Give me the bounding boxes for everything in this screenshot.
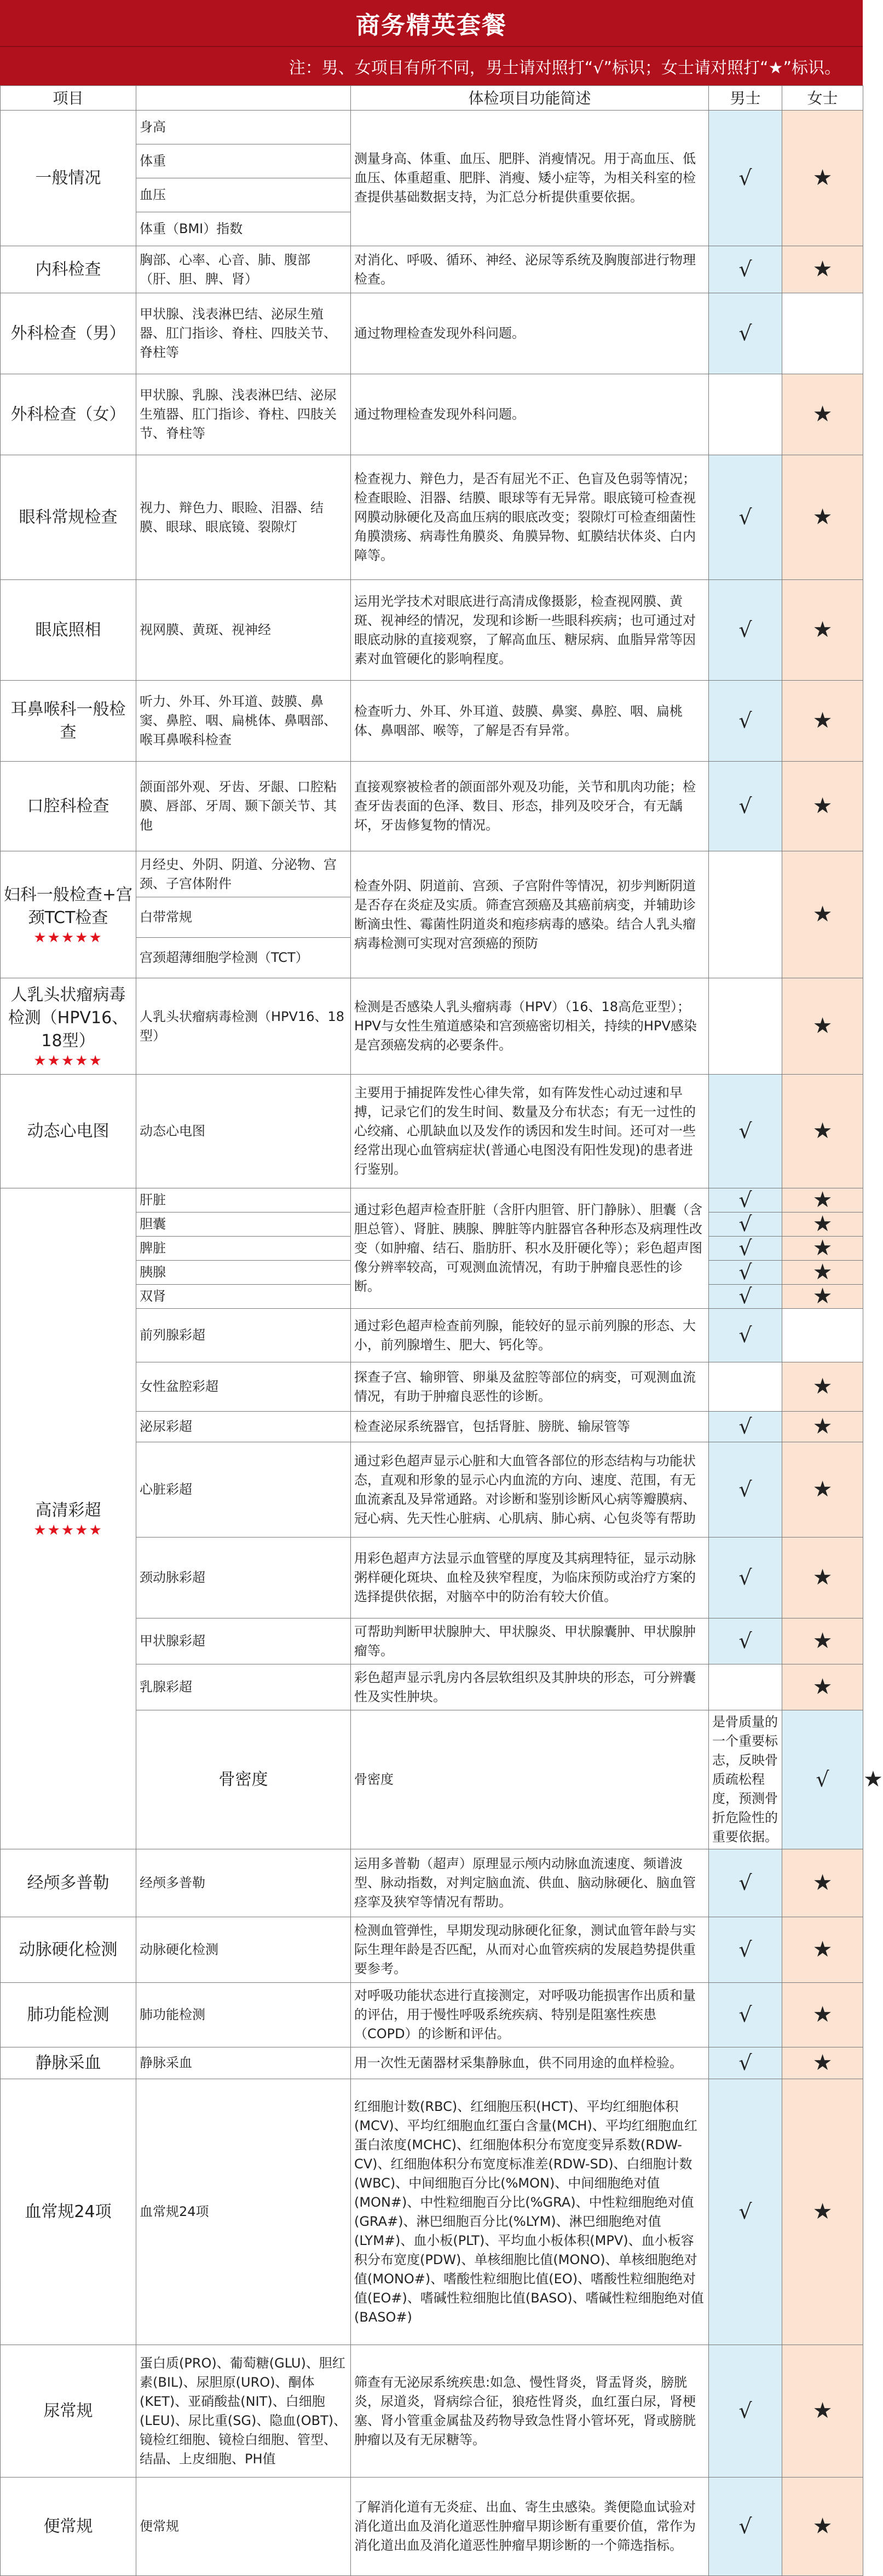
male-check-mark [709, 1362, 782, 1412]
description-cell: 筛查有无泌尿系统疾患:如急、慢性肾炎，肾盂肾炎，膀胱炎，尿道炎，肾病综合征，狼疮性肾炎，血红蛋白尿，肾梗塞、肾小管重金属盐及药物导致急性肾小管坏死，肾或膀胱肿瘤以及有无尿糖等。 [351, 2345, 709, 2478]
male-check-mark: √ [709, 2079, 782, 2345]
male-check-mark: √ [709, 2345, 782, 2478]
sub-item: 动态心电图 [136, 1075, 351, 1188]
description-cell: 通过物理检查发现外科问题。 [351, 374, 709, 455]
male-check-mark: √ [709, 2478, 782, 2576]
male-check-mark: √ [709, 455, 782, 580]
male-check-mark: √ [709, 1237, 782, 1261]
sub-item: 月经史、外阴、阴道、分泌物、宫颈、子宫体附件 [136, 851, 351, 897]
female-star-mark: ★ [782, 851, 863, 978]
category-cell: 骨密度 [136, 1710, 351, 1849]
description-cell: 对呼吸功能状态进行直接测定，对呼吸功能损害作出质和量的评估，用于慢性呼吸系统疾病、特别是阻塞性疾患（COPD）的诊断和评估。 [351, 1983, 709, 2047]
sub-item: 体重（BMI）指数 [136, 212, 351, 246]
table-row [1, 1983, 863, 2047]
female-star-mark: ★ [782, 1664, 863, 1710]
sub-item: 视网膜、黄斑、视神经 [136, 580, 351, 681]
female-star-mark: ★ [782, 2079, 863, 2345]
header-item: 项目 [1, 86, 136, 111]
female-star-mark: ★ [782, 2345, 863, 2478]
male-check-mark: √ [709, 1618, 782, 1664]
description-cell: 可帮助判断甲状腺肿大、甲状腺炎、甲状腺囊肿、甲状腺肿瘤等。 [351, 1618, 709, 1664]
category-cell: 肺功能检测 [1, 1983, 136, 2047]
category-cell: 经颅多普勒 [1, 1849, 136, 1917]
female-star-mark: ★ [782, 978, 863, 1075]
sub-item: 双肾 [136, 1285, 351, 1309]
male-check-mark: √ [709, 762, 782, 851]
sub-item: 人乳头状瘤病毒检测（HPV16、18型） [136, 978, 351, 1075]
category-cell: 便常规 [1, 2478, 136, 2576]
female-star-mark: ★ [782, 1618, 863, 1664]
male-check-mark: √ [709, 1983, 782, 2047]
description-cell: 检查视力、辩色力，是否有屈光不正、色盲及色弱等情况；检查眼睑、泪器、结膜、眼球等有无异常。眼底镜可检查视网膜动脉硬化及高血压病的眼底改变；裂隙灯可检查细菌性角膜溃疡、病毒性角膜炎、角膜异物、虹膜结状体炎、白内障等。 [351, 455, 709, 580]
female-star-mark: ★ [782, 1917, 863, 1983]
description-cell: 检测血管弹性，早期发现动脉硬化征象，测试血管年龄与实际生理年龄是否匹配，从而对心血管疾病的发展趋势提供重要参考。 [351, 1917, 709, 1983]
male-check-mark: √ [709, 1212, 782, 1237]
female-star-mark: ★ [782, 1538, 863, 1618]
sub-item: 泌尿彩超 [136, 1412, 351, 1442]
table-row [1, 293, 863, 374]
description-cell: 对消化、呼吸、循环、神经、泌尿等系统及胸腹部进行物理检查。 [351, 246, 709, 293]
description-cell: 检查外阴、阴道前、宫颈、子宫附件等情况，初步判断阴道是否存在炎症及实质。筛查宫颈癌及其癌前病变，并辅助诊断滴虫性、霉菌性阴道炎和疱疹病毒的感染。结合人乳头瘤病毒检测可实现对宫颈癌的预防 [351, 851, 709, 978]
description-cell: 通过物理检查发现外科问题。 [351, 293, 709, 374]
table-row [1, 111, 863, 144]
header-male: 男士 [709, 86, 782, 111]
sub-item: 颈动脉彩超 [136, 1538, 351, 1618]
table-row: 骨密度 骨密度 是骨质量的一个重要标志，反映骨质疏松程度，预测骨折危险性的重要依据。 √ ★ [1, 1710, 863, 1849]
table-row [1, 2478, 863, 2576]
sub-item: 骨密度 [351, 1710, 709, 1849]
male-check-mark: √ [709, 246, 782, 293]
female-star-mark: ★ [782, 1261, 863, 1285]
table-row [1, 851, 863, 897]
male-check-mark: √ [782, 1710, 863, 1849]
table-row [1, 762, 863, 851]
category-cell: 尿常规 [1, 2345, 136, 2478]
female-star-mark: ★ [782, 1285, 863, 1309]
sub-item: 甲状腺彩超 [136, 1618, 351, 1664]
male-check-mark [709, 1664, 782, 1710]
sub-item: 胸部、心率、心音、肺、腹部（肝、胆、脾、肾） [136, 246, 351, 293]
description-cell: 检测是否感染人乳头瘤病毒（HPV）（16、18高危亚型）；HPV与女性生殖道感染和宫颈癌密切相关，持续的HPV感染是宫颈癌发病的必要条件。 [351, 978, 709, 1075]
table-header [1, 86, 863, 111]
sub-item: 肺功能检测 [136, 1983, 351, 2047]
category-cell: 一般情况 [1, 111, 136, 246]
table-row [1, 2079, 863, 2345]
male-check-mark: √ [709, 293, 782, 374]
description-cell: 红细胞计数(RBC)、红细胞压积(HCT)、平均红细胞体积(MCV)、平均红细胞血红蛋白含量(MCH)、平均红细胞血红蛋白浓度(MCHC)、红细胞体积分布宽度变异系数(RDW-CV)、红细胞体积分布宽度标准差(RDW-SD)、白细胞计数(WBC)、中间细胞百分比(%MON)、中间细胞绝对值(MON#)、中性粒细胞百分比(%GRA)、中性粒细胞绝对值(GRA#)、淋巴细胞百分比(%LYM)、淋巴细胞绝对值(LYM#)、血小板(PLT)、平均血小板体积(MPV)、血小板容积分布宽度(PDW)、单核细胞比值(MONO)、单核细胞绝对值(MONO#)、嗜酸性粒细胞比值(EO)、嗜酸性粒细胞绝对值(EO#)、嗜碱性粒细胞比值(BASO)、嗜碱性粒细胞绝对值(BASO#) [351, 2079, 709, 2345]
description-cell: 测量身高、体重、血压、肥胖、消瘦情况。用于高血压、低血压、体重超重、肥胖、消瘦、矮小症等，为相关科室的检查提供基础数据支持，为汇总分析提供重要依据。 [351, 111, 709, 246]
sub-item: 心脏彩超 [136, 1442, 351, 1538]
description-cell: 检查泌尿系统器官，包括肾脏、膀胱、输尿管等 [351, 1412, 709, 1442]
male-check-mark: √ [709, 1285, 782, 1309]
header-female: 女士 [782, 86, 863, 111]
female-star-mark [782, 293, 863, 374]
category-cell: 内科检查 [1, 246, 136, 293]
table-row [1, 2345, 863, 2478]
female-star-mark: ★ [782, 1442, 863, 1538]
category-cell [1, 978, 136, 1075]
sub-item: 白带常规 [136, 897, 351, 938]
male-check-mark: √ [709, 1412, 782, 1442]
category-cell: 血常规24项 [1, 2079, 136, 2345]
star-rating: ★★★★★ [33, 1522, 103, 1539]
male-check-mark: √ [709, 111, 782, 246]
male-check-mark: √ [709, 1075, 782, 1188]
gender-note: 注：男、女项目有所不同，男士请对照打“√”标识；女士请对照打“★”标识。 [0, 46, 863, 85]
female-star-mark: ★ [782, 1412, 863, 1442]
female-star-mark: ★ [782, 1983, 863, 2047]
male-check-mark [709, 851, 782, 978]
exam-table [0, 85, 883, 2576]
sub-item: 身高 [136, 111, 351, 144]
sub-item: 便常规 [136, 2478, 351, 2576]
table-row [1, 2047, 863, 2079]
description-cell: 通过彩色超声检查肝脏（含肝内胆管、肝门静脉）、胆囊（含胆总管）、肾脏、胰腺、脾脏等内脏器官各种形态及病理性改变（如肿瘤、结石、脂肪肝、积水及肝硬化等）；彩色超声图像分辨率较高，可观测血流情况，有助于肿瘤良恶性的诊断。 [351, 1188, 709, 1309]
sub-item: 血常规24项 [136, 2079, 351, 2345]
female-star-mark: ★ [782, 580, 863, 681]
female-star-mark: ★ [782, 1237, 863, 1261]
description-cell: 运用光学技术对眼底进行高清成像摄影，检查视网膜、黄斑、视神经的情况，发现和诊断一些眼科疾病；也可通过对眼底动脉的直接观察，了解高血压、糖尿病、血脂异常等因素对血管硬化的影响程度。 [351, 580, 709, 681]
female-star-mark: ★ [782, 1362, 863, 1412]
sub-item: 蛋白质(PRO)、葡萄糖(GLU)、胆红素(BIL)、尿胆原(URO)、酮体(KET)、亚硝酸盐(NIT)、白细胞(LEU)、尿比重(SG)、隐血(OBT)、镜检红细胞、镜检白细胞、管型、结晶、上皮细胞、PH值 [136, 2345, 351, 2478]
description-cell: 检查听力、外耳、外耳道、鼓膜、鼻窦、鼻腔、咽、扁桃体、鼻咽部、喉等，了解是否有异常。 [351, 681, 709, 762]
female-star-mark: ★ [782, 681, 863, 762]
header-sub [136, 86, 351, 111]
male-check-mark: √ [709, 1442, 782, 1538]
description-cell: 了解消化道有无炎症、出血、寄生虫感染。粪便隐血试验对消化道出血及消化道恶性肿瘤早期诊断有重要价值，常作为消化道出血及消化道恶性肿瘤早期诊断的一个筛选指标。 [351, 2478, 709, 2576]
description-cell: 用彩色超声方法显示血管壁的厚度及其病理特征，显示动脉粥样硬化斑块、血栓及狭窄程度，为临床预防或治疗方案的选择提供依据，对脑卒中的防治有较大价值。 [351, 1538, 709, 1618]
sub-item: 甲状腺、乳腺、浅表淋巴结、泌尿生殖器、肛门指诊、脊柱、四肢关节、脊柱等 [136, 374, 351, 455]
category-cell: 外科检查（女） [1, 374, 136, 455]
sub-item: 脾脏 [136, 1237, 351, 1261]
female-star-mark [782, 1309, 863, 1362]
male-check-mark: √ [709, 2047, 782, 2079]
description-cell: 通过彩色超声检查前列腺，能较好的显示前列腺的形态、大小，前列腺增生、肥大、钙化等。 [351, 1309, 709, 1362]
description-cell: 运用多普勒（超声）原理显示颅内动脉血流速度、频谱波型、脉动指数，对判定脑血流、供血、脑动脉硬化、脑血管痉挛及狭窄等情况有帮助。 [351, 1849, 709, 1917]
female-star-mark: ★ [782, 1849, 863, 1917]
sub-item: 经颅多普勒 [136, 1849, 351, 1917]
female-star-mark: ★ [782, 374, 863, 455]
description-cell: 探查子宫、输卵管、卵巢及盆腔等部位的病变，可观测血流情况，有助于肿瘤良恶性的诊断。 [351, 1362, 709, 1412]
category-cell: 动脉硬化检测 [1, 1917, 136, 1983]
category-label: 高清彩超 [35, 1500, 101, 1520]
category-cell: 动态心电图 [1, 1075, 136, 1188]
table-row [1, 455, 863, 580]
female-star-mark: ★ [782, 1212, 863, 1237]
female-star-mark: ★ [782, 246, 863, 293]
female-star-mark: ★ [782, 2047, 863, 2079]
header-desc: 体检项目功能简述 [351, 86, 709, 111]
sub-item: 视力、辩色力、眼睑、泪器、结膜、眼球、眼底镜、裂隙灯 [136, 455, 351, 580]
sub-item: 前列腺彩超 [136, 1309, 351, 1362]
male-check-mark: √ [709, 580, 782, 681]
sub-item: 听力、外耳、外耳道、鼓膜、鼻窦、鼻腔、咽、扁桃体、鼻咽部、喉耳鼻喉科检查 [136, 681, 351, 762]
star-rating: ★★★★★ [33, 929, 103, 946]
female-star-mark: ★ [782, 2478, 863, 2576]
female-star-mark: ★ [782, 1075, 863, 1188]
table-row [1, 1188, 863, 1212]
category-cell: 静脉采血 [1, 2047, 136, 2079]
sub-item: 胆囊 [136, 1212, 351, 1237]
description-cell: 是骨质量的一个重要标志，反映骨质疏松程度，预测骨折危险性的重要依据。 [709, 1710, 782, 1849]
table-row [1, 246, 863, 293]
description-cell: 通过彩色超声显示心脏和大血管各部位的形态结构与功能状态，直观和形象的显示心内血流的方向、速度、范围，有无血流紊乱及异常通路。对诊断和鉴别诊断风心病等瓣膜病、冠心病、先天性心脏病、心肌病、肺心病、心包炎等有帮助 [351, 1442, 709, 1538]
category-cell [1, 851, 136, 978]
sub-item: 胰腺 [136, 1261, 351, 1285]
star-rating: ★★★★★ [33, 1052, 103, 1069]
table-row [1, 978, 863, 1075]
male-check-mark: √ [709, 1538, 782, 1618]
table-row [1, 580, 863, 681]
sub-item: 女性盆腔彩超 [136, 1362, 351, 1412]
female-star-mark: ★ [782, 1188, 863, 1212]
male-check-mark: √ [709, 1849, 782, 1917]
category-cell: 耳鼻喉科一般检查 [1, 681, 136, 762]
sub-item: 颌面部外观、牙齿、牙龈、口腔粘膜、唇部、牙周、颞下颌关节、其他 [136, 762, 351, 851]
male-check-mark [709, 374, 782, 455]
description-cell: 用一次性无菌器材采集静脉血，供不同用途的血样检验。 [351, 2047, 709, 2079]
table-row [1, 1917, 863, 1983]
page-title: 商务精英套餐 [0, 0, 863, 46]
category-cell: 眼科常规检查 [1, 455, 136, 580]
category-label: 人乳头状瘤病毒检测（HPV16、18型） [8, 985, 129, 1051]
table-row [1, 1075, 863, 1188]
sub-item: 体重 [136, 144, 351, 178]
description-cell: 直接观察被检者的颌面部外观及功能，关节和肌肉功能；检查牙齿表面的色泽、数目、形态，排列及咬牙合，有无龋坏，牙齿修复物的情况。 [351, 762, 709, 851]
male-check-mark: √ [709, 1261, 782, 1285]
table-row [1, 1849, 863, 1917]
table-row [1, 374, 863, 455]
male-check-mark: √ [709, 1917, 782, 1983]
female-star-mark: ★ [782, 111, 863, 246]
sub-item: 动脉硬化检测 [136, 1917, 351, 1983]
female-star-mark: ★ [782, 762, 863, 851]
male-check-mark: √ [709, 681, 782, 762]
sub-item: 静脉采血 [136, 2047, 351, 2079]
female-star-mark: ★ [782, 455, 863, 580]
category-cell: 外科检查（男） [1, 293, 136, 374]
sub-item: 肝脏 [136, 1188, 351, 1212]
sub-item: 乳腺彩超 [136, 1664, 351, 1710]
sub-item: 宫颈超薄细胞学检测（TCT） [136, 938, 351, 978]
male-check-mark: √ [709, 1188, 782, 1212]
description-cell: 彩色超声显示乳房内各层软组织及其肿块的形态，可分辨囊性及实性肿块。 [351, 1664, 709, 1710]
sub-item: 甲状腺、浅表淋巴结、泌尿生殖器、肛门指诊、脊柱、四肢关节、脊柱等 [136, 293, 351, 374]
category-cell: 眼底照相 [1, 580, 136, 681]
male-check-mark: √ [709, 1309, 782, 1362]
male-check-mark [709, 978, 782, 1075]
category-cell [1, 1188, 136, 1849]
table-row [1, 681, 863, 762]
category-cell: 口腔科检查 [1, 762, 136, 851]
sub-item: 血压 [136, 178, 351, 212]
category-label: 妇科一般检查+宫颈TCT检查 [3, 885, 133, 927]
description-cell: 主要用于捕捉阵发性心律失常，如有阵发性心动过速和早搏，记录它们的发生时间、数量及分布状态；有无一过性的心绞痛、心肌缺血以及发作的诱因和发生时间。还可对一些经常出现心血管病症状(普通心电图没有阳性发现)的患者进行鉴别。 [351, 1075, 709, 1188]
